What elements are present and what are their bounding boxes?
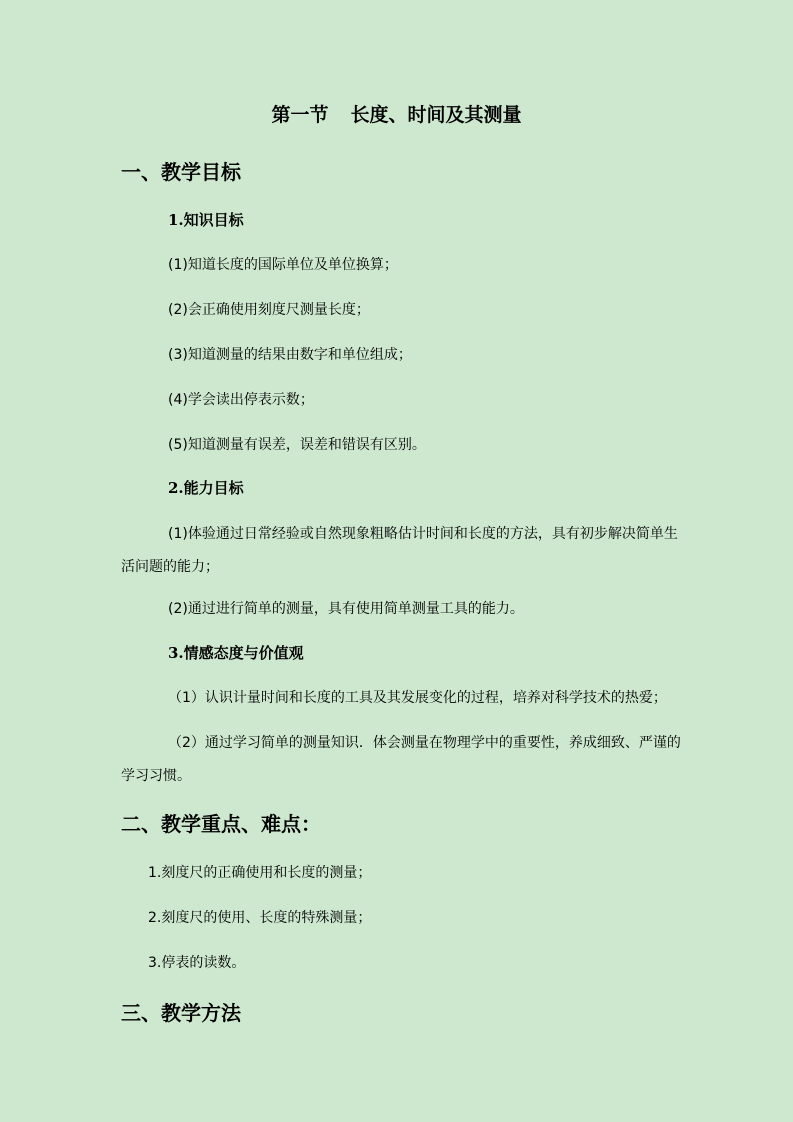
attitude-item: （2）通过学习简单的测量知识．体会测量在物理学中的重要性，养成细致、严谨的学习习惯。 [121,735,681,784]
knowledge-item: (3)知道测量的结果由数字和单位组成； [168,347,412,363]
section-heading-keypoints: 二、教学重点、难点： [121,812,321,836]
subheading-attitude: 3.情感态度与价值观 [168,644,304,662]
section-heading-methods: 三、教学方法 [121,1001,241,1025]
subheading-ability: 2.能力目标 [168,479,244,497]
page-title [0,106,793,125]
attitude-item: （1）认识计量时间和长度的工具及其发展变化的过程，培养对科学技术的热爱； [168,690,667,706]
ability-item: (2)通过进行简单的测量，具有使用简单测量工具的能力。 [168,601,524,617]
section-heading-objectives: 一、教学目标 [121,160,241,184]
keypoint-item: 3.停表的读数。 [148,955,246,971]
title-topic: 长度、时间及其测量 [350,104,522,126]
knowledge-item: (1)知道长度的国际单位及单位换算； [168,257,398,273]
knowledge-item: (2)会正确使用刻度尺测量长度； [168,302,370,318]
title-chapter: 第一节 [271,104,329,126]
ability-item: (1)体验通过日常经验或自然现象粗略估计时间和长度的方法，具有初步解决简单生活问题的能力； [121,526,678,575]
knowledge-item: (4)学会读出停表示数； [168,392,314,408]
subheading-knowledge: 1.知识目标 [168,211,244,229]
knowledge-item: (5)知道测量有误差，误差和错误有区别。 [168,437,426,453]
keypoint-item: 1.刻度尺的正确使用和长度的测量； [148,865,372,881]
keypoint-item: 2.刻度尺的使用、长度的特殊测量； [148,910,372,926]
